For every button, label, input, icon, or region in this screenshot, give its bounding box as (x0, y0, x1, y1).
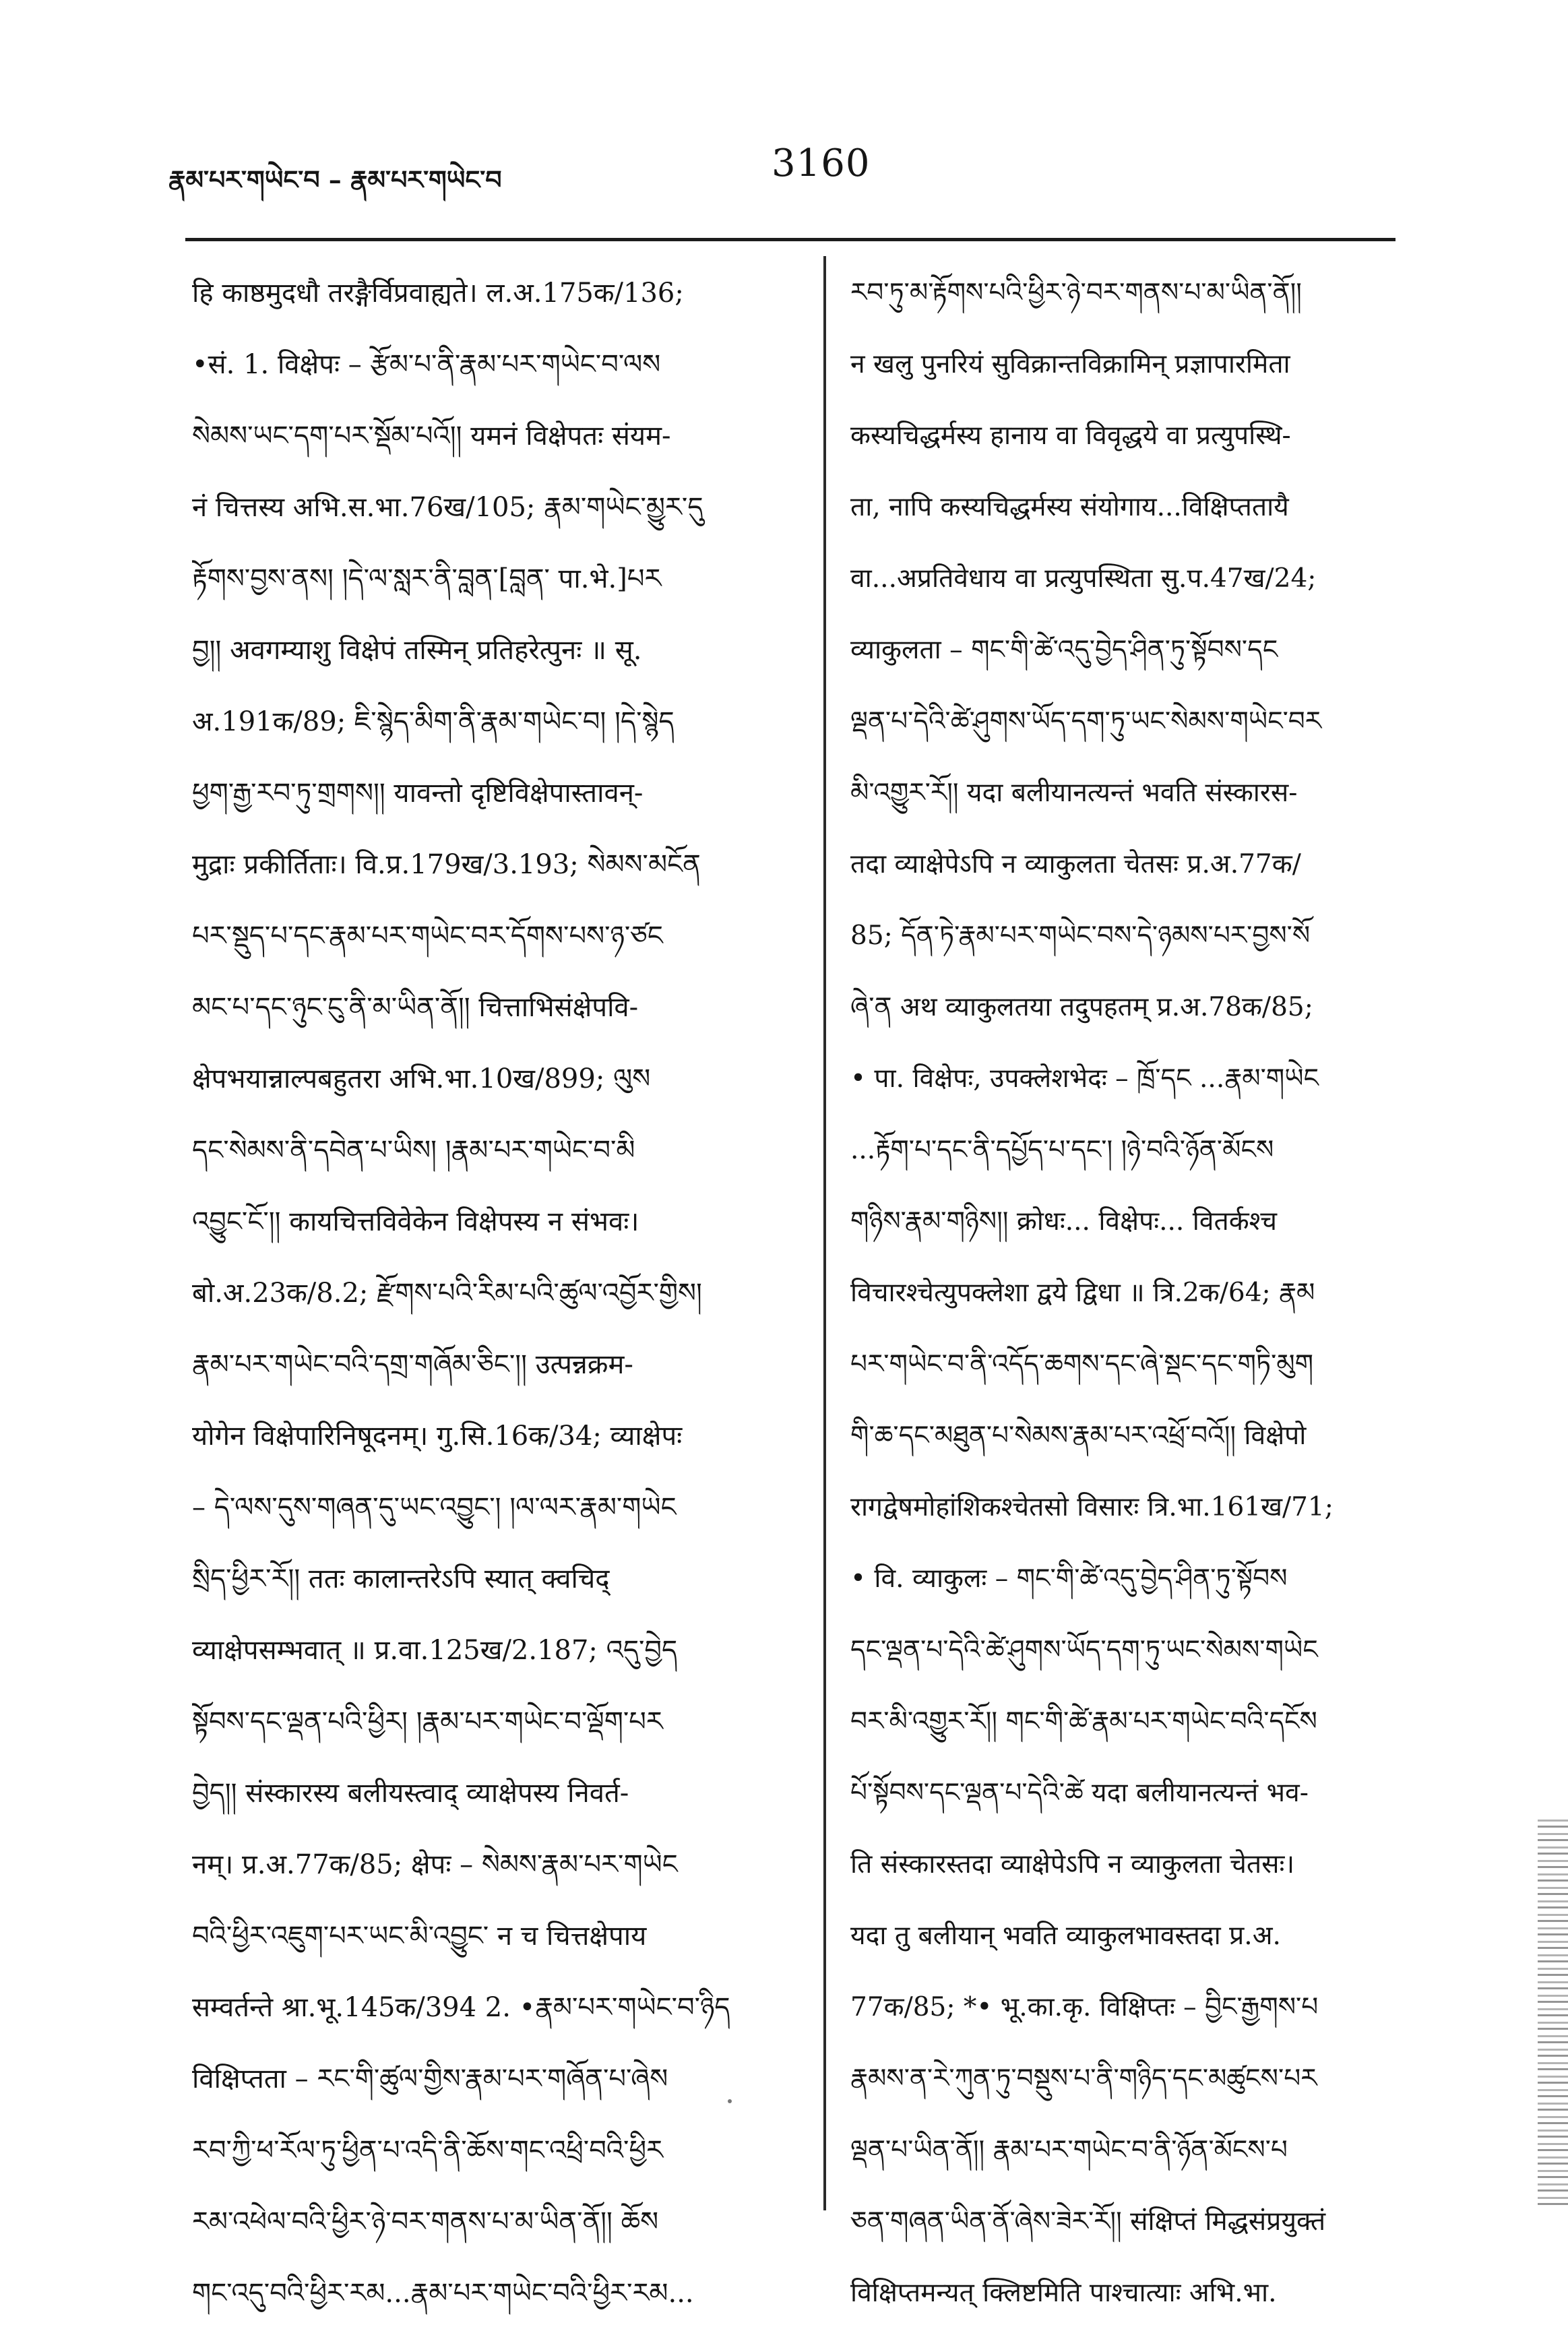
text-line: སྟོབས་དང་ལྡན་པའི་ཕྱིར། །རྣམ་པར་གཡེང་བ་ལྡོག་པར (192, 1706, 663, 1737)
text-line: དང་སེམས་ནི་དབེན་པ་ཡིས། །རྣམ་པར་གཡེང་བ་མི (192, 1135, 635, 1166)
text-line: मुद्राः प्रकीर्तिताः। वि.प्र.179ख/3.193; སེམས་མངོན (192, 849, 701, 880)
header-rule (185, 238, 1395, 241)
text-line: नम्। प्र.अ.77क/85; क्षेपः – སེམས་རྣམ་པར་གཡེང (192, 1849, 678, 1880)
text-line: སྲིད་ཕྱིར་རོ།། ततः कालान्तरेऽपि स्यात् क्वचिद् (192, 1563, 610, 1594)
text-line: •सं. 1. विक्षेपः – རྩོམ་པ་ནི་རྣམ་པར་གཡེང་བ་ལས (192, 349, 661, 380)
text-line: བྱ།། अवगम्याशु विक्षेपं तस्मिन् प्रतिहरेत्पुनः ॥ सू. (192, 635, 642, 666)
text-line: रागद्वेषमोहांशिकश्चेतसो विसारः त्रि.भा.161ख/71; (850, 1492, 1334, 1522)
text-line: सम्वर्तन्ते श्रा.भू.145क/394 2. •རྣམ་པར་གཡེང་བ་ཉིད (192, 1992, 730, 2023)
text-line: 77क/85; *• भू.का.कृ. विक्षिप्तः – བྱིང་རྒྱགས་པ (850, 1992, 1319, 2022)
text-line: विक्षिप्तमन्यत् क्लिष्टमिति पाश्चात्याः अभि.भा. (850, 2278, 1277, 2308)
text-line: མི་འགྱུར་རོ།། यदा बलीयानत्यन्तं भवति संस्कारस- (850, 778, 1298, 808)
text-line: རབ་ཀྱི་ཕ་རོལ་ཏུ་ཕྱིན་པ་འདི་ནི་ཆོས་གང་འཕྲི་བའི་ཕྱིར (192, 2135, 663, 2166)
page-header (168, 138, 1388, 199)
text-line: པོ་སྟོབས་དང་ལྡན་པ་དེའི་ཚེ यदा बलीयानत्यन्तं भव- (850, 1778, 1309, 1808)
text-line: ལྡན་པ་ཡིན་ནོ།། རྣམ་པར་གཡེང་བ་ནི་ཉོན་མོངས་པ (850, 2135, 1288, 2165)
text-line: बो.अ.23क/8.2; རྫོགས་པའི་རིམ་པའི་ཚུལ་འབྱོར་གྱིས། (192, 1278, 702, 1309)
text-line: – དེ་ལས་དུས་གཞན་དུ་ཡང་འབྱུང་། །ལ་ལར་རྣམ་གཡེང (192, 1492, 677, 1523)
text-line: བར་མི་འགྱུར་རོ།། གང་གི་ཚེ་རྣམ་པར་གཡེང་བའི་དངོས (850, 1706, 1317, 1737)
text-line: तदा व्याक्षेपेऽपि न व्याकुलता चेतसः प्र.अ.77क/ (850, 849, 1301, 879)
running-head: རྣམ་པར་གཡེང་བ – རྣམ་པར་གཡེང་བ (168, 164, 502, 195)
text-line: དང་ལྡན་པ་དེའི་ཚེ་ཤུགས་ཡོད་དག་ཏུ་ཡང་སེམས་གཡེང (850, 1635, 1318, 1665)
text-line: वा...अप्रतिवेधाय वा प्रत्युपस्थिता सु.प.47ख/24; (850, 563, 1317, 594)
text-line: • पा. विक्षेपः, उपक्लेशभेदः – ཁྲོ་དང ...རྣམ་གཡེང (850, 1063, 1319, 1094)
text-line: हि काष्ठमुदधौ तरङ्गैर्विप्रवाह्यते। ल.अ.175क/136; (192, 278, 684, 309)
text-line: • वि. व्याकुलः – གང་གི་ཚེ་འདུ་བྱེད་ཤིན་ཏུ་སྟོབས (850, 1563, 1288, 1594)
text-line: ता, नापि कस्यचिद्धर्मस्य संयोगाय...विक्षिप्ततायै (850, 492, 1289, 522)
text-line: व्याक्षेपसम्भवात् ॥ प्र.वा.125ख/2.187; འདུ་བྱེད (192, 1635, 678, 1666)
text-line: अ.191क/89; ཇི་སྙེད་མིག་ནི་རྣམ་གཡེང་བ། །དེ་སྙེད (192, 706, 675, 737)
text-line: यदा तु बलीयान् भवति व्याकुलभावस्तदा प्र.अ. (850, 1921, 1281, 1951)
text-line: क्षेपभयान्नाल्पबहुतरा अभि.भा.10ख/899; ལུས (192, 1063, 651, 1094)
right-column (850, 257, 1437, 2329)
text-line: विक्षिप्तता – རང་གི་ཚུལ་གྱིས་རྣམ་པར་གཞོན་པ་ཞེས (192, 2063, 668, 2094)
text-line: व्याकुलता – གང་གི་ཚེ་འདུ་བྱེད་ཤིན་ཏུ་སྟོབས་དང (850, 635, 1278, 665)
text-line: ཕྱག་རྒྱ་རབ་ཏུ་གྲགས།། यावन्तो दृष्टिविक्षेपास्तावन्- (192, 778, 644, 809)
text-line: ...རྟོག་པ་དང་ནི་དཔྱོད་པ་དང་། །ཉེ་བའི་ཉོན་མོངས (850, 1135, 1274, 1165)
text-line: གི་ཆ་དང་མཐུན་པ་སེམས་རྣམ་པར་འཕྲོ་བའོ།། विक्षेपो (850, 1421, 1307, 1451)
text-line: विचारश्चेत्युपक्लेशा द्वये द्विधा ॥ त्रि.2क/64; རྣམ (850, 1278, 1315, 1308)
text-line: རྟོགས་བྱས་ནས། །དེ་ལ་སླར་ནི་བླན་[བླན་ पा.भे.]པར (192, 563, 662, 594)
text-line: པར་སྡུད་པ་དང་རྣམ་པར་གཡེང་བར་དོགས་པས་ཉ་ཙང (192, 921, 663, 952)
text-line: པར་གཡེང་བ་ནི་འདོད་ཆགས་དང་ཞེ་སྡང་དང་གཏི་མུག (850, 1349, 1314, 1379)
text-line: གཉིས་རྣམ་གཉིས།། क्रोधः... विक्षेपः... वितर्कश्च (850, 1206, 1278, 1237)
text-line: བྱེད།། संस्कारस्य बलीयस्त्वाद् व्याक्षेपस्य निवर्त- (192, 1778, 629, 1809)
text-line: 85; དོན་ཏེ་རྣམ་པར་གཡེང་བས་དེ་ཉམས་པར་བྱས་སོ (850, 921, 1311, 951)
text-line: རམ་འཕེལ་བའི་ཕྱིར་ཉེ་བར་གནས་པ་མ་ཡིན་ནོ།། ཆོས (192, 2206, 659, 2237)
text-line: ལྡན་པ་དེའི་ཚེ་ཤུགས་ཡོད་དག་ཏུ་ཡང་སེམས་གཡེང་བར (850, 706, 1322, 737)
text-line: སེམས་ཡང་དག་པར་སྡོམ་པའོ།། यमनं विक्षेपतः संयम- (192, 421, 671, 452)
text-line: ཞེ་ན अथ व्याकुलतया तदुपहतम् प्र.अ.78क/85; (850, 992, 1313, 1022)
page-number: 3160 (772, 142, 871, 185)
text-line: कस्यचिद्धर्मस्य हानाय वा विवृद्धये वा प्रत्युपस्थि- (850, 421, 1291, 451)
text-line: གང་འདུ་བའི་ཕྱིར་རམ...རྣམ་པར་གཡེང་བའི་ཕྱིར་རམ... (192, 2278, 694, 2309)
text-line: འབྱུང་ངོ་།། कायचित्तविवेकेन विक्षेपस्य न संभवः। (192, 1206, 639, 1237)
text-line: བའི་ཕྱིར་འཇུག་པར་ཡང་མི་འབྱུང་ न च चित्तक्षेपाय (192, 1921, 647, 1952)
left-column (192, 257, 785, 2329)
text-line: རབ་ཏུ་མ་རྟོགས་པའི་ཕྱིར་ཉེ་བར་གནས་པ་མ་ཡིན་ནོ།། (850, 278, 1302, 308)
text-line: ति संस्कारस्तदा व्याक्षेपेऽपि न व्याकुलता चेतसः। (850, 1849, 1295, 1880)
text-line: མང་པ་དང་ཉུང་ངུ་ནི་མ་ཡིན་ནོ།། चित्ताभिसंक्षेपवि- (192, 992, 639, 1023)
column-divider (823, 256, 826, 2210)
scan-edge-artifact (1538, 1820, 1568, 2210)
text-line: नं चित्तस्य अभि.स.भा.76ख/105; རྣམ་གཡེང་མྱུར་དུ (192, 492, 703, 523)
text-line: རྣམས་ན་རེ་ཀུན་ཏུ་བསྡུས་པ་ནི་གཉིད་དང་མཚུངས་པར (850, 2063, 1317, 2094)
text-line: योगेन विक्षेपारिनिषूदनम्। गु.सि.16क/34; व्याक्षेपः (192, 1421, 683, 1452)
text-line: ཅན་གཞན་ཡིན་ནོ་ཞེས་ཟེར་རོ།། संक्षिप्तं मिद्धसंप्रयुक्तं (850, 2206, 1326, 2237)
text-line: न खलु पुनरियं सुविक्रान्तविक्रामिन् प्रज्ञापारमिता (850, 349, 1290, 379)
text-line: རྣམ་པར་གཡེང་བའི་དགྲ་གཞོམ་ཅིང་།། उत्पन्नक्रम- (192, 1349, 633, 1380)
scan-speck (728, 2099, 732, 2103)
